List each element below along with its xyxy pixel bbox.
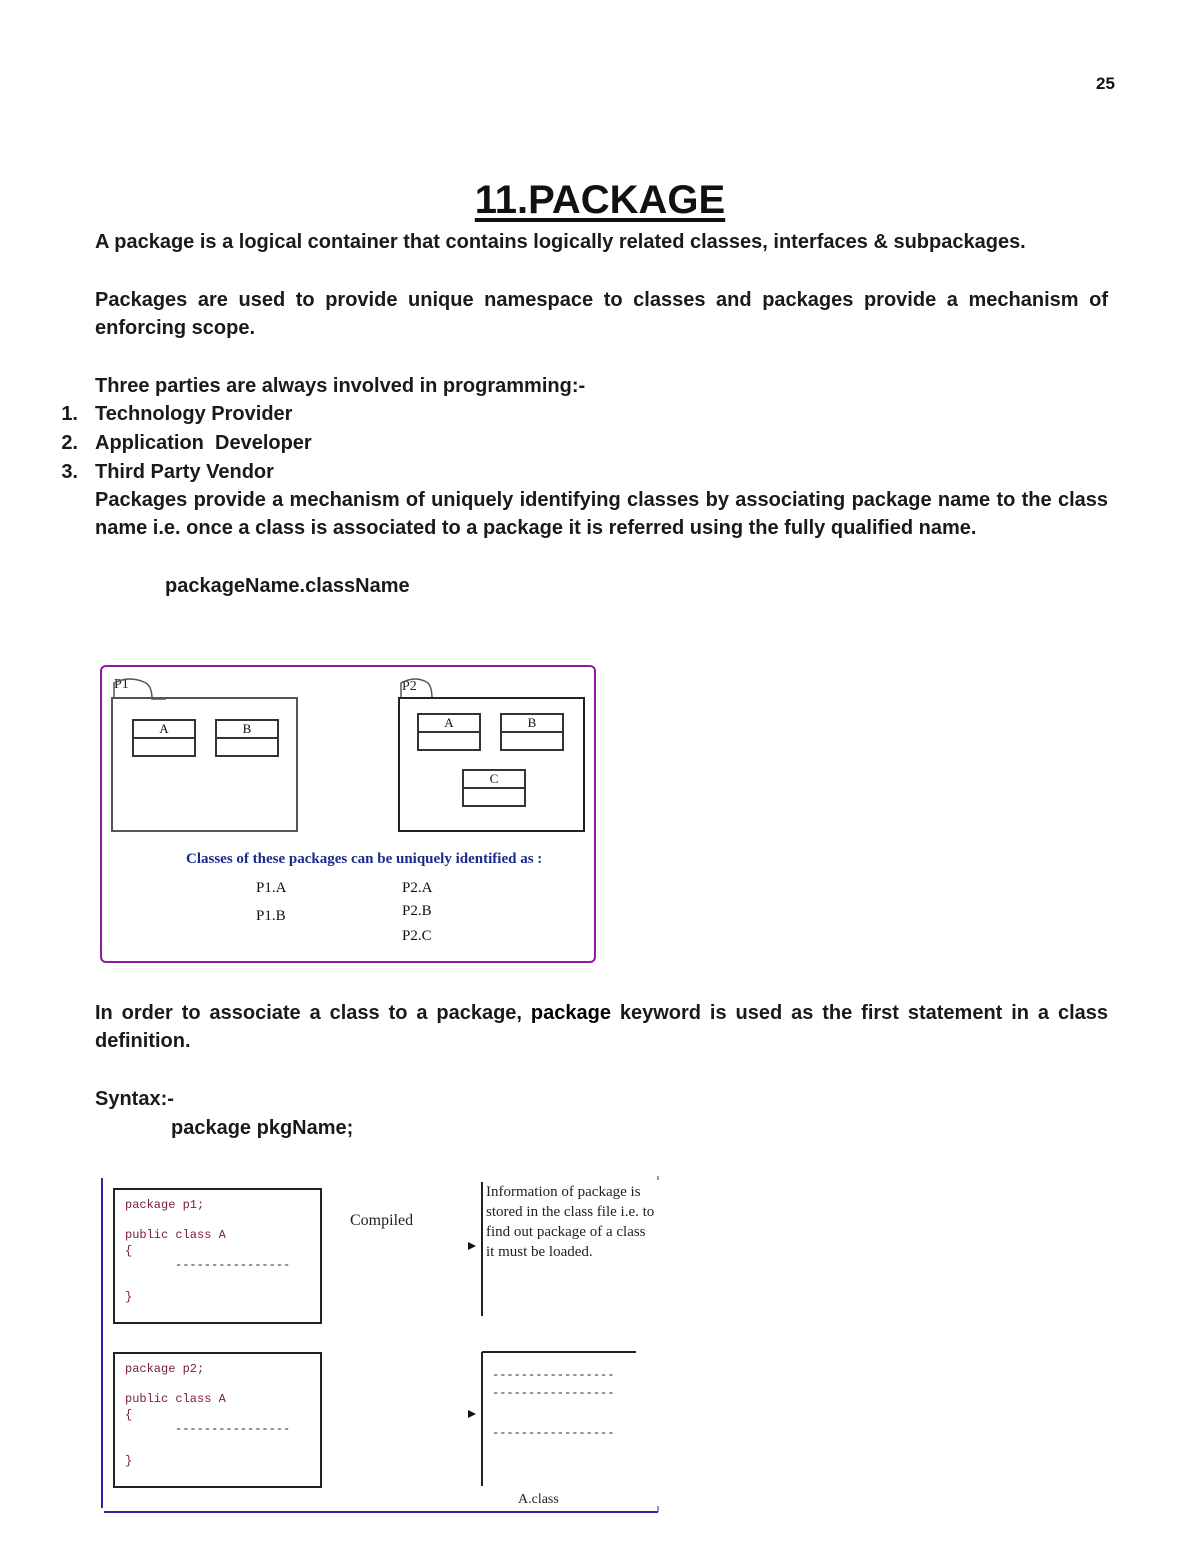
code-placeholder: ---------------- — [175, 1258, 291, 1272]
package-p1-frame — [111, 697, 298, 832]
parties-intro: Three parties are always involved in programming:- — [95, 375, 586, 397]
syntax-label: Syntax:- — [95, 1088, 174, 1110]
package-keyword: package — [530, 1002, 611, 1024]
code-line: public class A — [125, 1392, 226, 1406]
fq-name-example: packageName.className — [165, 575, 410, 597]
qualified-name: P2.A — [402, 880, 433, 896]
code-line: } — [125, 1290, 133, 1304]
page-number: 25 — [1096, 74, 1115, 93]
qualified-name: P2.C — [402, 928, 432, 944]
list-item-number: 1. — [61, 403, 78, 425]
compiled-label: Compiled — [350, 1212, 414, 1229]
associate-paragraph — [95, 999, 1108, 1055]
syntax-code: package pkgName; — [171, 1117, 354, 1139]
list-item-number: 2. — [61, 432, 78, 454]
code-line: { — [125, 1244, 133, 1258]
package-p2-label: P2 — [402, 679, 417, 694]
associate-text-before: In order to associate a class to a package, — [95, 1002, 531, 1024]
qualified-name: P1.A — [256, 880, 287, 896]
class-name: C — [464, 771, 524, 789]
class-name: B — [502, 715, 562, 733]
code-placeholder: ---------------- — [175, 1422, 291, 1436]
page-title — [0, 176, 1200, 224]
class-file-note: Information of package is stored in the class file i.e. to find out package of a class it must be loaded. — [486, 1184, 655, 1260]
identify-paragraph: Packages provide a mechanism of uniquely identifying classes by associating package name to the class name i.e. once a class is associated to a package it is referred using the fully qualified name. — [95, 489, 1108, 539]
page-title-text: 11.PACKAGE — [474, 178, 726, 222]
code-box-p2 — [113, 1352, 322, 1488]
list-item — [50, 429, 312, 458]
class-file-label: A.class — [518, 1492, 559, 1507]
intro-paragraph: A package is a logical container that contains logically related classes, interfaces & subpackages. — [95, 231, 1026, 253]
associate-text-after: keyword is used as the first statement in a class definition. — [95, 1002, 1109, 1052]
list-item — [50, 400, 312, 429]
class-box — [500, 713, 564, 751]
list-item — [50, 458, 312, 487]
list-item-number: 3. — [61, 461, 78, 483]
list-item-text: Application Developer — [95, 432, 312, 454]
list-item-text: Third Party Vendor — [95, 461, 274, 483]
class-box — [132, 719, 196, 757]
class-box — [417, 713, 481, 751]
code-line: package p2; — [125, 1362, 205, 1376]
code-line: { — [125, 1408, 133, 1422]
package-diagram — [100, 665, 596, 963]
diagram-caption: Classes of these packages can be uniquely identified as : — [186, 851, 543, 867]
class-file-content: ----------------- — [492, 1386, 615, 1400]
qualified-name: P1.B — [256, 908, 286, 924]
class-file-content: ----------------- — [492, 1368, 615, 1382]
namespace-paragraph: Packages are used to provide unique namespace to classes and packages provide a mechanism of enforcing scope. — [95, 289, 1108, 339]
class-name: B — [217, 721, 277, 739]
code-line: package p1; — [125, 1198, 205, 1212]
qualified-name: P2.B — [402, 903, 432, 919]
parties-list — [50, 400, 312, 487]
code-box-p1 — [113, 1188, 322, 1324]
class-box — [215, 719, 279, 757]
code-line: public class A — [125, 1228, 226, 1242]
class-name: A — [134, 721, 194, 739]
class-box — [462, 769, 526, 807]
class-file-content: ----------------- — [492, 1426, 615, 1440]
compile-diagram — [100, 1176, 662, 1514]
class-name: A — [419, 715, 479, 733]
list-item-text: Technology Provider — [95, 403, 293, 425]
package-p1-label: P1 — [114, 677, 129, 692]
code-line: } — [125, 1454, 133, 1468]
